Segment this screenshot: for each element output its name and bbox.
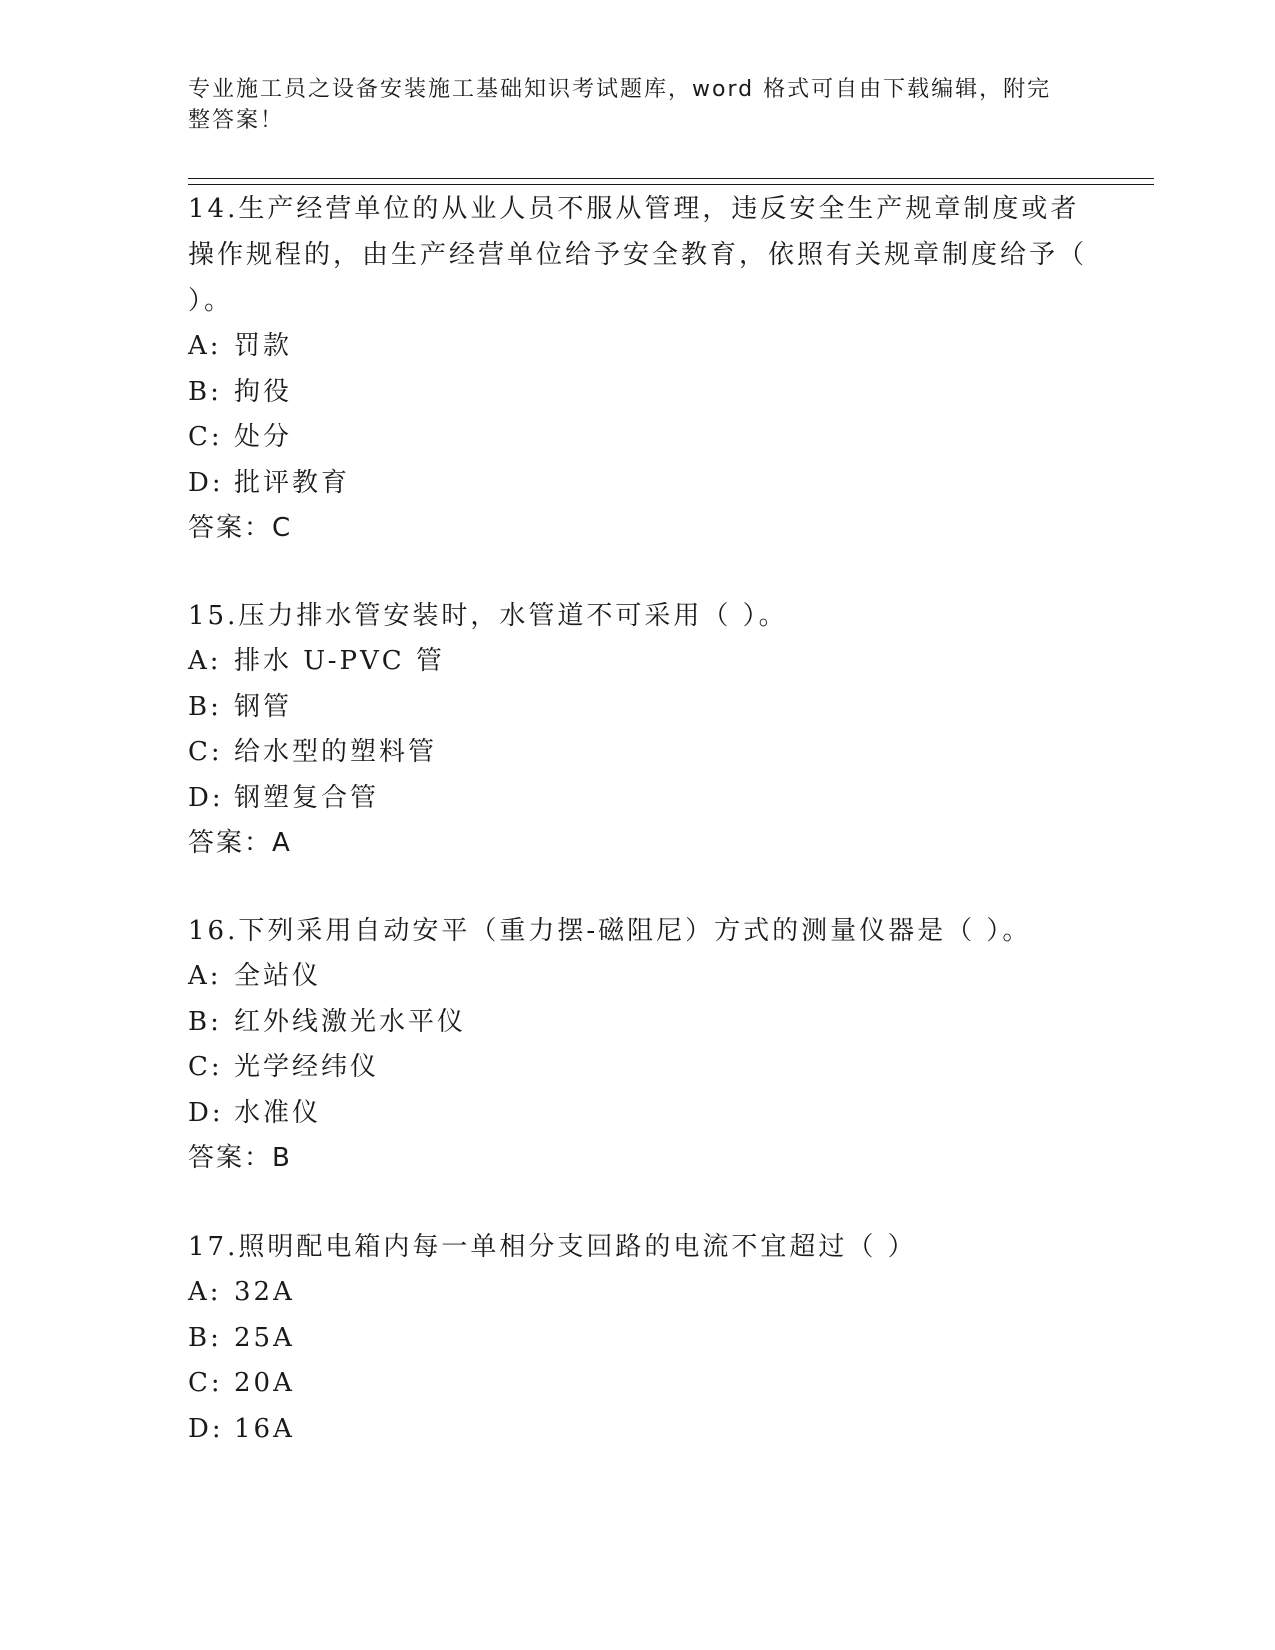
option-text: 给水型的塑料管 [234,737,438,767]
option-letter: C: [188,1052,223,1082]
question-stem: 16.下列采用自动安平（重力摆-磁阻尼）方式的测量仪器是（ ）。 [188,916,1032,946]
question-stem: 14.生产经营单位的从业人员不服从管理，违反安全生产规章制度或者操作规程的，由生产经营单位给予安全教育，依照有关规章制度给予（ ）。 [188,194,1088,316]
option-letter: C: [188,422,223,452]
header-rule-bottom [188,184,1154,185]
option-text: 钢管 [234,691,293,722]
option-letter: B: [188,1322,222,1353]
option-b [188,1000,1088,1046]
option-letter: A: [188,331,222,361]
option-a [188,1270,1088,1316]
option-letter: D: [188,467,224,498]
option-text: 处分 [234,422,293,452]
option-text: 拘役 [234,376,293,407]
question-14 [188,186,1088,551]
option-text: 20A [234,1368,295,1398]
option-d [188,1407,1088,1453]
option-letter: D: [188,782,224,813]
option-text: 水准仪 [234,1097,322,1128]
option-letter: C: [188,737,223,767]
option-b [188,370,1088,416]
option-c [188,1045,1088,1091]
question-16 [188,908,1088,1181]
option-c [188,730,1088,776]
answer-line: 答案：C [188,513,293,543]
question-17 [188,1224,1088,1452]
option-letter: D: [188,1413,224,1444]
option-letter: A: [188,646,222,676]
option-a [188,954,1088,1000]
option-b [188,685,1088,731]
option-c [188,415,1088,461]
option-text: 25A [234,1322,295,1353]
document-header: 专业施工员之设备安装施工基础知识考试题库，word 格式可自由下载编辑，附完整答案！ [188,77,1052,133]
option-letter: B: [188,691,222,722]
answer-line: 答案：A [188,828,292,858]
question-15 [188,593,1088,866]
option-d [188,461,1088,507]
answer-line: 答案：B [188,1143,292,1173]
option-text: 罚款 [234,331,293,361]
option-text: 钢塑复合管 [234,782,380,813]
option-letter: B: [188,1006,222,1037]
option-text: 红外线激光水平仪 [234,1006,467,1037]
option-text: 批评教育 [234,467,351,498]
option-letter: B: [188,376,222,407]
option-letter: A: [188,961,222,991]
option-text: 排水 U-PVC 管 [234,646,445,676]
option-letter: A: [188,1277,222,1307]
option-letter: C: [188,1368,223,1398]
question-stem: 17.照明配电箱内每一单相分支回路的电流不宜超过（ ） [188,1232,917,1262]
option-text: 32A [234,1277,295,1307]
option-d [188,1091,1088,1137]
option-text: 16A [234,1413,295,1444]
option-text: 光学经纬仪 [234,1052,380,1082]
option-c [188,1361,1088,1407]
option-letter: D: [188,1097,224,1128]
question-stem: 15.压力排水管安装时，水管道不可采用（ ）。 [188,601,788,631]
option-d [188,776,1088,822]
option-a [188,324,1088,370]
option-b [188,1316,1088,1362]
option-text: 全站仪 [234,961,322,991]
option-a [188,639,1088,685]
header-rule-top [188,178,1154,179]
